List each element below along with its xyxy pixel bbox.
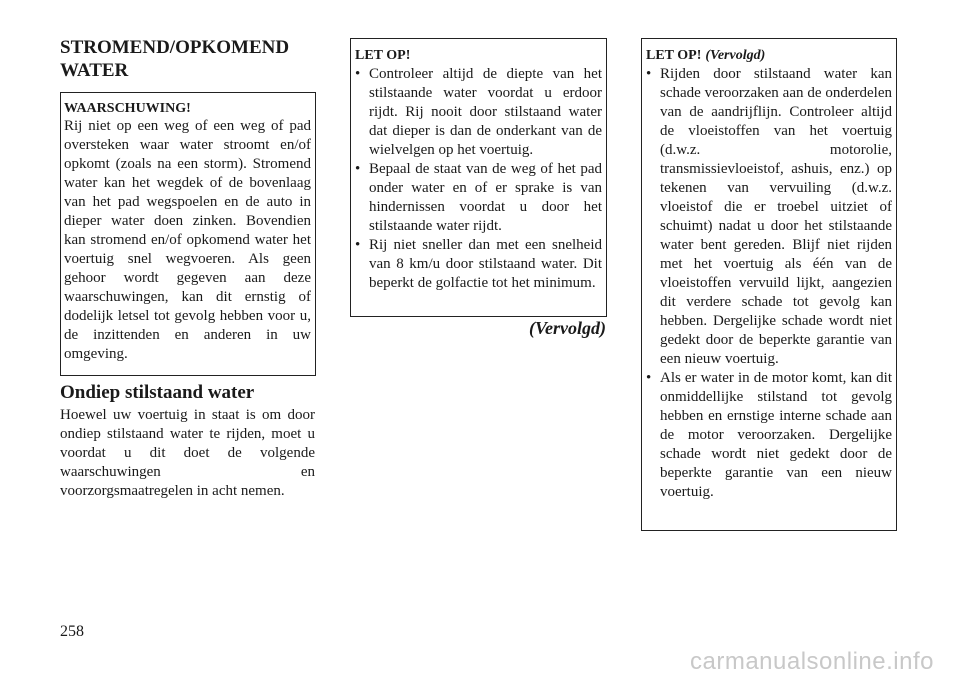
warning-title: WAARSCHUWING!: [64, 101, 191, 116]
caution-1-list: [355, 65, 602, 293]
page-number: 258: [60, 623, 84, 640]
caution-2-item: • Rijden door stilstaand water kan schade veroorzaken aan de onderdelen van de aandrijflijn. Controleer altijd de vloeistoffen van het voertuig (d.w.z. motorolie, transmissievloeistof, ashuis, enz.) op tekenen van vervuiling (d.w.z. vloeistof die er troebel uitziet of schuimt) nadat u door het stilstaande water bent gereden. Blijf niet rijden met het voertuig als één van de vloeistoffen vervuild lijkt, aangezien dit verdere schade tot gevolg kan hebben. Dergelijke schade wordt niet gedekt door de beperkte garantie van een nieuw voertuig.: [646, 65, 892, 369]
warning-box: [60, 92, 316, 376]
warning-text: Rij niet op een weg of een weg of pad oversteken waar water stroomt en/of opkomt (zoals na een storm). Stromend water kan het wegdek of de bovenlaag van het pad wegspoelen en de auto in dieper water doen zinken. Bovendien kan stromend en/of opkomend water het voertuig snel wegvoeren. Als geen gehoor wordt gegeven aan deze waarschuwingen, kan dit ernstig of dodelijk letsel tot gevolg hebben voor u, de inzittenden en anderen in uw omgeving.: [64, 118, 311, 362]
caution-1-title: LET OP!: [355, 48, 411, 63]
caution-2-title: [646, 46, 892, 65]
section-title: STROMEND/OPKOMEND WATER: [60, 37, 290, 81]
caution-1-item: • Controleer altijd de diepte van het stilstaande water voordat u erdoor rijdt. Rij nooit door stilstaand water dat dieper is dan de onderkant van de wielvelgen op het voertuig.: [355, 65, 602, 160]
caution-box-2: [641, 38, 897, 531]
caution-1-item: • Rij niet sneller dan met een snelheid van 8 km/u door stilstaand water. Dit beperkt de golfactie tot het minimum.: [355, 236, 602, 293]
subsection-title: Ondiep stilstaand water: [60, 382, 255, 403]
intro-text: Hoewel uw voertuig in staat is om door ondiep stilstaand water te rijden, moet u voordat u dit doet de volgende waarschuwingen en voorzorgsmaatregelen in acht nemen.: [60, 407, 315, 499]
caution-2-title-text: LET OP!: [646, 48, 702, 63]
watermark: carmanualsonline.info: [690, 648, 934, 675]
continued-label: (Vervolgd): [529, 318, 606, 338]
caution-2-item: • Als er water in de motor komt, kan dit onmiddellijke stilstand tot gevolg hebben en ernstige interne schade aan de motor veroorzaken. Dergelijke schade wordt niet gedekt door de beperkte garantie van een nieuw voertuig.: [646, 369, 892, 502]
caution-2-continued: (Vervolgd): [705, 48, 766, 63]
caution-2-list: [646, 65, 892, 502]
caution-1-item: • Bepaal de staat van de weg of het pad onder water en of er sprake is van hindernissen voordat u door het stilstaande water rijdt.: [355, 160, 602, 236]
caution-box-1: [350, 38, 607, 317]
